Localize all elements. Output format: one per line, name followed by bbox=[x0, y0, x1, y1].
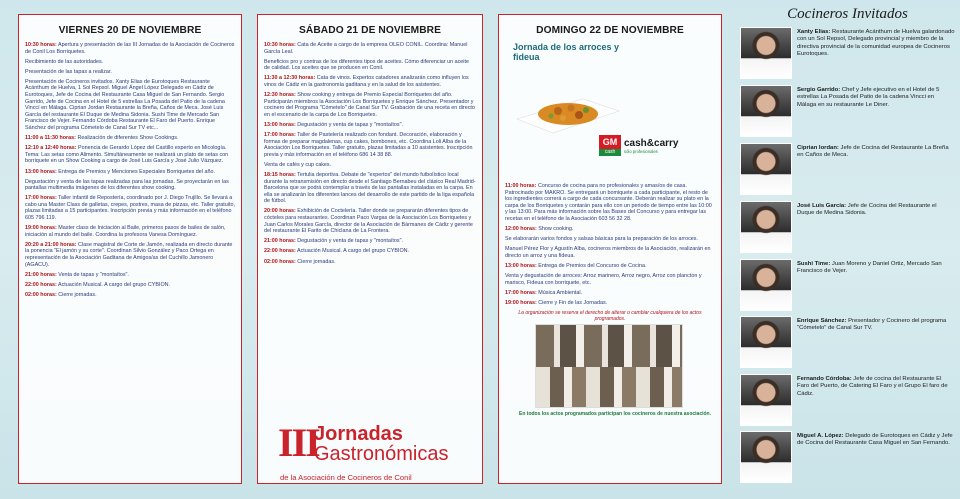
schedule-text: Show cooking y entrega de Premio Especial Borriquetes del año. Participarán miembros la Asociación Los Borriquetes y Enrique Sánchez. Presentador y cocinero del Programa "Cómetelo" de Canal Sur TV. Grabación de una receta en directo en el escenario de la carpa de Los Borriquetes. bbox=[264, 92, 475, 118]
schedule-time: 19:00 horas: bbox=[505, 299, 537, 306]
schedule-text: Apertura y presentación de las III Jornadas de la Asociación de Cocineros de Conil Los Borriquetes. bbox=[25, 42, 235, 55]
schedule-text: Presentación de las tapas a realizar. bbox=[25, 68, 112, 75]
chef-name: Ciprian Iordan: bbox=[797, 145, 839, 151]
chef-photo bbox=[740, 431, 792, 483]
sunday-items bbox=[505, 183, 715, 306]
schedule-text: Degustación y venta de tapas y "montaítos". bbox=[297, 238, 403, 245]
schedule-text: Clase magistral de Corte de Jamón, realizada en directo durante la ponencia "El jamón y su corte". Coordinan Silvio González y Paco Ortega en representación de la Asociación Gaditana de Amigos/as del Cuchillo Jamonero (AGACU). bbox=[25, 241, 233, 268]
logo-line1: Jornadas bbox=[314, 423, 403, 445]
schedule-text: Recibimiento de las autoridades. bbox=[25, 58, 104, 65]
schedule-text: Master class de Iniciación al Baile, primeros pasos de bailes de salón, iniciación al mundo del baile. Coordina la profesora Vanesa Domínguez. bbox=[25, 225, 226, 238]
schedule-item bbox=[264, 208, 476, 234]
schedule-time: 21:00 horas: bbox=[264, 238, 296, 245]
schedule-text: Cata de vinos. Expertos catadores analizarán como influyen los vinos de Cádiz en la gastronomía gaditana y en la salud de los asistentes. bbox=[264, 75, 469, 88]
chef-card bbox=[740, 27, 955, 81]
sponsor-brand: cash&carry bbox=[624, 138, 679, 149]
schedule-time: 02:00 horas: bbox=[25, 291, 57, 298]
sponsor-cash: cash bbox=[599, 149, 621, 156]
schedule-item bbox=[25, 145, 235, 165]
schedule-item bbox=[25, 42, 235, 55]
logo-numeral: III bbox=[278, 420, 319, 465]
friday-panel bbox=[18, 14, 242, 484]
saturday-title: SÁBADO 21 DE NOVIEMBRE bbox=[298, 25, 442, 36]
schedule-time: 18:15 horas: bbox=[264, 172, 296, 178]
chef-name: Sergio Garrido: bbox=[797, 87, 841, 93]
schedule-text: Manuel Pérez Flor y Agustín Alba, cocineros miembros de la Asociación, realizarán en directo un arroz y una fideua. bbox=[505, 246, 711, 259]
schedule-text: Actuación Musical. A cargo del grupo CYBION. bbox=[296, 248, 410, 255]
schedule-text: Realización de diferentes Show Cookings. bbox=[77, 135, 179, 142]
schedule-item bbox=[25, 242, 235, 268]
chef-card bbox=[740, 316, 955, 370]
schedule-text: Cierre jornadas. bbox=[297, 258, 336, 265]
chef-info bbox=[797, 318, 955, 333]
chef-photo bbox=[740, 259, 792, 311]
schedule-time: 21:00 horas: bbox=[25, 271, 57, 278]
schedule-text: Beneficios pro y contras de los diferentes tipos de aceites. Cómo diferenciar un aceite de calidad. Los aceites que se producen en Conil. bbox=[264, 58, 469, 72]
chef-photo bbox=[740, 201, 792, 253]
schedule-time: 17:00 horas: bbox=[505, 289, 537, 296]
schedule-text: Entrega de Premios del Concurso de Cocina. bbox=[538, 262, 647, 269]
schedule-item bbox=[264, 238, 476, 245]
schedule-time: 11:30 a 12:30 horas: bbox=[264, 75, 316, 82]
schedule-item bbox=[25, 135, 235, 142]
chef-card bbox=[740, 374, 955, 428]
schedule-time: 10:30 horas: bbox=[264, 42, 296, 48]
schedule-text: Cierre jornadas. bbox=[58, 291, 97, 298]
schedule-item bbox=[25, 69, 235, 76]
sunday-subtitle: Jornada de los arroces y fideua bbox=[513, 42, 620, 62]
saturday-panel bbox=[257, 14, 483, 484]
sunday-notice: La organización se reserva el derecho de alterar o cambiar cualquiera de los actos programados. bbox=[518, 309, 702, 323]
schedule-time: 22:00 horas: bbox=[264, 248, 296, 255]
chef-card bbox=[740, 143, 955, 197]
schedule-item bbox=[264, 92, 476, 118]
schedule-time: 22:00 horas: bbox=[25, 281, 57, 288]
schedule-item bbox=[264, 132, 476, 158]
schedule-text: Cierre y Fin de las Jornadas. bbox=[538, 299, 608, 306]
schedule-item bbox=[264, 162, 476, 169]
sunday-title: DOMINGO 22 DE NOVIEMBRE bbox=[536, 25, 684, 36]
chef-name: José Luis García: bbox=[797, 203, 847, 209]
sunday-panel bbox=[498, 14, 722, 484]
schedule-text: Taller de Pastelería realizado con fondant. Decoración, elaboración y formas de preparar magdalenas, cup cakes, bombones, etc. Coordina Loli Alba de la Asociación Los Borriquetes. Taller gratuito, plazas limitadas a 10 asistentes. Inscripción previa y más información en el teléfono 686 14 38 88. bbox=[264, 132, 473, 158]
schedule-item bbox=[25, 272, 235, 279]
chef-photo bbox=[740, 85, 792, 137]
schedule-text: Entrega de Premios y Menciones Especiales Borriquetes del año. bbox=[58, 168, 215, 175]
schedule-item bbox=[264, 259, 476, 266]
schedule-time: 11:00 horas: bbox=[505, 183, 537, 189]
schedule-text: Se elaborarán varios fondos y salsas básicas para la preparación de los arroces. bbox=[505, 236, 698, 243]
sponsor-gm: GM bbox=[599, 135, 621, 155]
sunday-footer: En todos los actos programados participan los cocineros de nuestra asociación. bbox=[519, 411, 711, 418]
schedule-item bbox=[25, 195, 235, 221]
schedule-item bbox=[505, 263, 715, 270]
schedule-text: Show cooking. bbox=[538, 226, 574, 233]
schedule-item bbox=[505, 246, 715, 259]
schedule-time: 12:10 a 12:40 horas: bbox=[25, 145, 77, 152]
chef-info bbox=[797, 203, 955, 218]
makro-sponsor bbox=[599, 135, 699, 159]
chef-info bbox=[797, 261, 955, 276]
chef-description: Jefe de Cocina del Restaurante La Breña en Caños de Meca. bbox=[797, 145, 949, 159]
schedule-item bbox=[505, 183, 715, 223]
guests-title: Cocineros Invitados bbox=[787, 6, 908, 22]
chef-name: Sushi Time: bbox=[797, 261, 831, 267]
friday-title: VIERNES 20 DE NOVIEMBRE bbox=[58, 25, 202, 36]
sponsor-tagline: sólo profesionales bbox=[624, 149, 658, 154]
chef-name: Fernando Córdoba: bbox=[797, 376, 852, 382]
schedule-item bbox=[25, 179, 235, 192]
schedule-time: 20:00 horas: bbox=[264, 208, 296, 215]
event-photos bbox=[535, 324, 683, 408]
saturday-items bbox=[264, 42, 476, 265]
chef-card bbox=[740, 85, 955, 139]
schedule-item bbox=[25, 169, 235, 176]
schedule-time: 02:00 horas: bbox=[264, 258, 296, 265]
jornadas-logo bbox=[272, 419, 472, 484]
schedule-item bbox=[505, 290, 715, 297]
chef-description: Jefe de Cocina del Restaurante el Duque de Medina Sidonia. bbox=[797, 203, 937, 217]
schedule-text: Tertulia deportiva. Debate de "expertos" del mundo futbolístico local durante la retransmisión en directo desde el Santiago Bernabeu del clásico Real Madrid-Barcelona que se podrá contemplar a través de las pantallas instaladas en la carpa. En ella se analizarán los diferentes lances del desarrollo de este partido de la liga española de fútbol. bbox=[264, 172, 476, 205]
schedule-text: Venta de tapas y "montaítos". bbox=[58, 271, 129, 278]
schedule-time: 19:00 horas: bbox=[25, 225, 57, 232]
chef-description: Chef y Jefe ejecutivo en el Hotel de 5 estrellas La Posada del Patio de la cadena Vincci en Málaga en su restaurante Le Diner. bbox=[797, 87, 940, 108]
schedule-text: Música Ambiental. bbox=[538, 289, 583, 296]
schedule-item bbox=[264, 42, 476, 55]
schedule-item bbox=[264, 75, 476, 88]
schedule-item bbox=[25, 282, 235, 289]
chef-info bbox=[797, 376, 955, 398]
chef-info bbox=[797, 433, 955, 448]
schedule-time: 12:00 horas: bbox=[505, 226, 537, 233]
chef-name: Enrique Sánchez: bbox=[797, 318, 847, 324]
chef-description: Juan Moreno y Daniel Ortiz, Mercado San Francisco de Vejer. bbox=[797, 261, 942, 275]
schedule-time: 11:00 a 11:30 horas: bbox=[25, 135, 76, 142]
schedule-time: 17:00 horas: bbox=[25, 195, 57, 202]
schedule-text: Venta y degustación de arroces: Arroz marinero, Arroz negro, Arroz con plancton y marisco, Fideua con borriquete, etc. bbox=[505, 273, 702, 286]
sunday-body bbox=[505, 183, 715, 417]
schedule-time: 12:30 horas: bbox=[264, 92, 296, 99]
schedule-item bbox=[505, 236, 715, 243]
schedule-text: Exhibición de Coctelería. Taller donde se prepararán diferentes tipos de cócteles para restaurantes. Coordinan Paco Vargas de la Asociación Los Borriquetes y Juan Carlos Morales García, director de la Asociación de Bármanes de Cádiz y gerente del restaurante El Farito de Chiclana de La Frontera. bbox=[264, 208, 473, 235]
schedule-item bbox=[264, 172, 476, 205]
schedule-item bbox=[264, 122, 476, 129]
schedule-time: 13:00 horas: bbox=[264, 121, 296, 128]
schedule-text: Degustación y venta de las tapas realizadas para las jornadas. Se proyectarán en las pantallas multimedia imágenes de los diferentes show cooking. bbox=[25, 178, 229, 192]
chef-description: Delegado de Eurotoques en Cádiz y Jefe de Cocina del Restaurante Casa Miguel en San Fernando. bbox=[797, 433, 953, 447]
schedule-text: Concurso de cocina para no profesionales y amas/os de casa. Patrocinado por MAKRO. Se entregará un bomiquete a cada participante, el resto de los ingredientes correrá a cargo de cada concursante. Deberán realizar su plato en la carpa de los Borriquetes y contarán para ello con un periodo de tiempo entre las 10:00 y las 13:00. Para más información sobre las Bases del Concurso y para entregar las recetas en el teléfono de la Asociación 603 56 32 28. bbox=[505, 183, 712, 222]
schedule-text: Cata de Aceite a cargo de la empresa OLEO CONIL. Coordina: Manuel García Leal. bbox=[264, 42, 468, 55]
schedule-item bbox=[25, 79, 235, 132]
schedule-text: Taller infantil de Repostería, coordinado por J. Diego Trujillo. Se llevará a cabo una Master Class de galletas, crepes, postres, masa de pizzas, etc. Taller gratuito, plazas limitadas a 15 participantes. Inscripción previa y más información en el teléfono 605 796 119. bbox=[25, 195, 235, 222]
chef-description: Restaurante Acánthum de Huelva galardonado con un Sol Repsol, Delegado provincial y miembro de la directiva provincial de la comunidad europea de Cocineros Eurotoques. bbox=[797, 29, 955, 58]
chef-description: Jefe de cocina del Restaurante El Faro del Puerto, de Catering El Faro y el Grupo El faro de Cádiz. bbox=[797, 376, 948, 397]
schedule-time: 20:20 a 21:00 horas: bbox=[25, 241, 77, 248]
chef-card bbox=[740, 259, 955, 313]
schedule-item bbox=[505, 300, 715, 307]
schedule-item bbox=[505, 273, 715, 286]
schedule-time: 13:00 horas: bbox=[505, 262, 537, 269]
chef-photo bbox=[740, 316, 792, 368]
schedule-time: 17:00 horas: bbox=[264, 132, 296, 139]
schedule-text: Venta de cafés y cup cakes. bbox=[264, 161, 332, 168]
schedule-text: Presentación de Cocineros invitados. Xanty Elias de Eurotoques Restaurante Acánthum de Huelva, 1 Sol Repsol. Miguel Ángel López Delegado en Cádiz de Eurotoques, Jefe de Cocina del Restaurante Casa Miguel de San Fernando. Sergio Garrido, Jefe de Cocina en el Hotel de 5 estrellas La Posada del Patio de la cadena Vinccí en Málaga. Ciprian Jordan Restaurante la Breña, Caños de Meca. José Luis García del restaurante El Duque de Medina Sidonia. Sushi Time de Mercado San Francisco de Vejer. Fernando Córdoba Restaurante El Faro del Puerto. Enrique Sánchez del programa Cómetelo de Canal Sur TV etc... bbox=[25, 78, 225, 132]
chef-card bbox=[740, 201, 955, 255]
chef-name: Miguel A. López: bbox=[797, 433, 844, 439]
schedule-item bbox=[25, 292, 235, 299]
schedule-text: Degustación y venta de tapas y "montaítos". bbox=[297, 121, 403, 128]
schedule-time: 10:30 horas: bbox=[25, 42, 57, 48]
schedule-item bbox=[264, 248, 476, 255]
chef-name: Xanty Elias: bbox=[797, 29, 831, 35]
logo-line2: Gastronómicas bbox=[314, 443, 449, 465]
schedule-text: Ponencia de Gerardo López del Castillo experto en Micología. Tema: Las setas como Alimento. Simultáneamente se realizará un plato de setas con borriquete en un Show Cooking a cargo de José Luis García y José Julio Vázquez. bbox=[25, 145, 229, 165]
friday-items bbox=[25, 42, 235, 299]
chef-info bbox=[797, 145, 955, 160]
schedule-item bbox=[25, 59, 235, 66]
chef-info bbox=[797, 87, 955, 109]
schedule-text: Actuación Musical. A cargo del grupo CYBION. bbox=[57, 281, 171, 288]
paella-image bbox=[513, 77, 623, 137]
chef-photo bbox=[740, 374, 792, 426]
chef-card bbox=[740, 431, 955, 485]
chef-photo bbox=[740, 143, 792, 195]
chef-info bbox=[797, 29, 955, 59]
schedule-item bbox=[25, 225, 235, 238]
chef-photo bbox=[740, 27, 792, 79]
schedule-item bbox=[264, 59, 476, 72]
logo-line3: de la Asociación de Cocineros de Conil bbox=[280, 473, 412, 482]
chef-description: Presentador y Cocinero del programa "Cómetelo" de Canal Sur TV. bbox=[797, 318, 947, 332]
schedule-time: 13:00 horas: bbox=[25, 168, 57, 175]
schedule-item bbox=[505, 226, 715, 233]
